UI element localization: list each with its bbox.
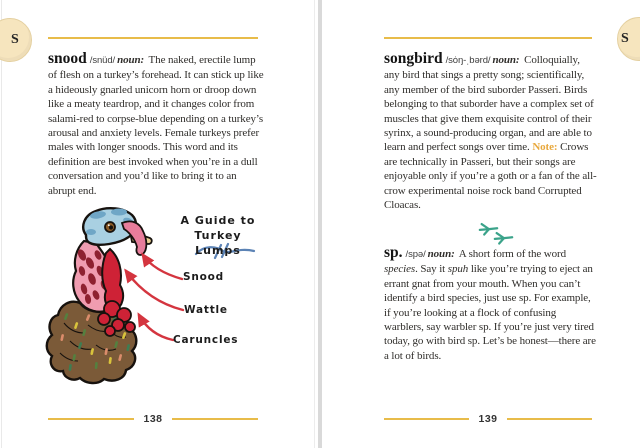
label-caruncles: Caruncles	[173, 334, 239, 346]
turkey-lumps-illustration	[40, 205, 270, 405]
dictionary-entry-songbird	[384, 52, 598, 212]
dictionary-entry-sp	[384, 246, 598, 363]
footer-rule	[384, 418, 469, 420]
entry-definition: Colloquially, any bird that sings a pretty song; scientifically, any member of the bird suborder Passeri. Birds belonging to that suborder have a complex set of muscles that give them exquisite control of their syrinx, a sound-producing organ, and are able to learn and perfect songs over time. Note: Crows are technically in Passeri, but their songs are enjoyable only if you’re a goth or a fan of the all-crow experimental noise rock band Corrupted Cloacas.	[384, 54, 597, 212]
section-letter: S	[621, 31, 629, 46]
top-rule-right	[384, 37, 592, 39]
entry-headword: songbird	[384, 50, 443, 67]
entry-headword: sp.	[384, 244, 403, 261]
footer-rule	[172, 418, 258, 420]
entry-headword: snood	[48, 50, 87, 67]
footer-rule	[507, 418, 592, 420]
label-snood: Snood	[183, 271, 224, 283]
page-gutter	[318, 0, 322, 448]
bird-tracks-icon	[477, 220, 515, 246]
entry-pronunciation: /sȯŋ-ˌbərd/	[445, 55, 491, 66]
section-letter: S	[11, 32, 19, 47]
entry-pronunciation: /snüd/	[89, 55, 116, 66]
footer-rule	[48, 418, 134, 420]
top-rule-left	[48, 37, 258, 39]
page-number-left: 138	[143, 413, 163, 425]
page-number-right: 139	[478, 413, 498, 425]
entry-part-of-speech: noun:	[492, 54, 520, 66]
entry-part-of-speech: noun:	[117, 54, 145, 66]
entry-part-of-speech: noun:	[427, 248, 455, 260]
turkey-pupil	[109, 225, 113, 229]
illustration-title	[170, 213, 266, 258]
entry-definition: A short form of the word species. Say it spuh like you’re trying to eject an errant gnat from your mouth. When you can’t identify a bird species, just use sp. For example, if you’re looking at a flock of confusing warblers, say warbler sp. If you’re just very tired today, go with bird sp. Let’s be honest—there are a lot of birds.	[384, 248, 596, 362]
page-footer-left	[48, 413, 258, 425]
entry-pronunciation: /spə/	[405, 249, 426, 260]
illustration-title-line1: A Guide to	[180, 214, 256, 227]
section-tab-left	[0, 18, 32, 62]
page-edge	[1, 0, 2, 448]
entry-definition: The naked, erectile lump of flesh on a turkey’s forehead. It can stick up like a hideously gnarled unicorn horn or droop down like a meaty teardrop, and it changes color from salami-red to corpse-blue depending on a turkey’s arousal and anxiety levels. Female turkeys prefer males with longer snoods. This word and its definition are best invoked when you’re in a dull conversation and you’d like to bring it to an abrupt end.	[48, 54, 264, 197]
page-footer-right	[384, 413, 592, 425]
turkey-eye-glint	[108, 224, 110, 226]
label-wattle: Wattle	[184, 304, 228, 316]
section-tab-right	[617, 17, 640, 61]
arrow-caruncles-icon	[139, 315, 173, 340]
page-gutter-shadow	[314, 0, 315, 448]
illustration-title-line2: Turkey Lumps	[194, 229, 242, 257]
dictionary-entry-snood	[48, 52, 264, 198]
arrow-snood-icon	[143, 255, 182, 279]
